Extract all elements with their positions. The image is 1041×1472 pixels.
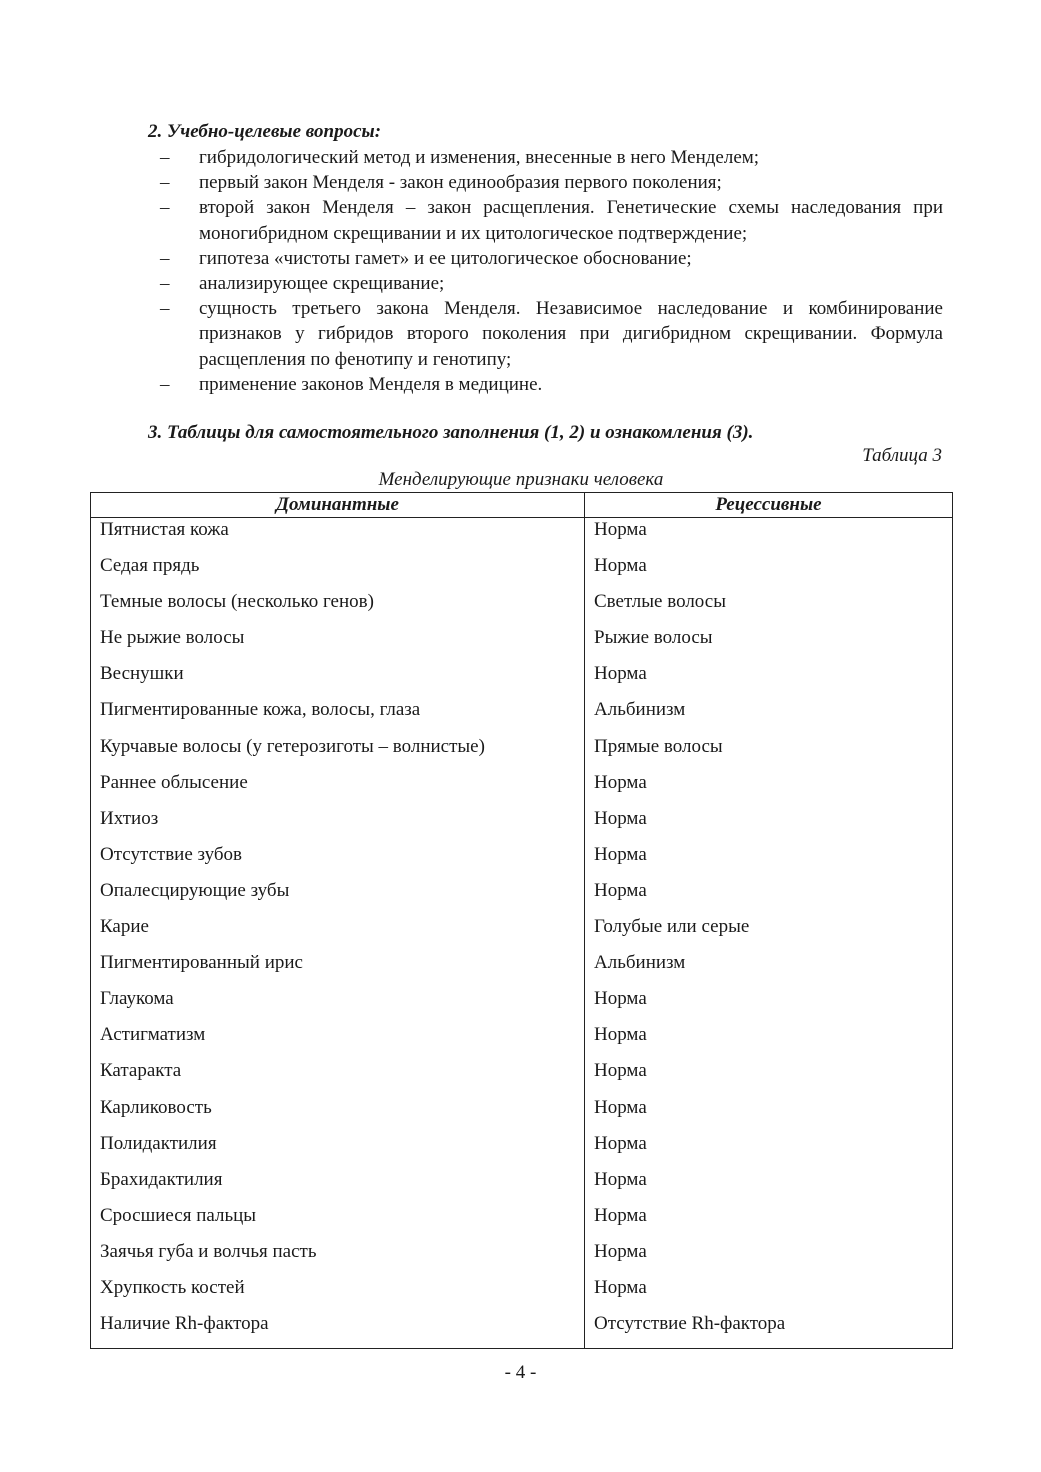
table-row (91, 662, 953, 698)
page-number: - 4 - (504, 1362, 537, 1383)
recessive-cell: Прямые волосы (585, 735, 953, 771)
dominant-cell: Заячья губа и волчья пасть (91, 1240, 585, 1276)
table-row (91, 1312, 953, 1349)
recessive-cell: Норма (585, 554, 953, 590)
dominant-cell: Катаракта (91, 1059, 585, 1095)
recessive-cell: Норма (585, 987, 953, 1023)
table-row (91, 518, 953, 555)
list-bullet: – (160, 197, 170, 219)
dominant-cell: Карие (91, 915, 585, 951)
table-row (91, 807, 953, 843)
table-body (91, 518, 953, 1349)
recessive-cell: Норма (585, 1276, 953, 1312)
mendelian-traits-table (90, 492, 953, 1349)
list-item (160, 372, 943, 397)
dominant-cell: Веснушки (91, 662, 585, 698)
table-row (91, 951, 953, 987)
table-row (91, 1023, 953, 1059)
recessive-cell: Рыжие волосы (585, 626, 953, 662)
table-row (91, 843, 953, 879)
dominant-cell: Пятнистая кожа (91, 518, 585, 555)
table-row (91, 1132, 953, 1168)
dominant-cell: Глаукома (91, 987, 585, 1023)
list-bullet: – (160, 147, 170, 168)
table-row (91, 1240, 953, 1276)
recessive-cell: Норма (585, 1240, 953, 1276)
list-item (160, 246, 943, 271)
recessive-cell: Норма (585, 1132, 953, 1168)
recessive-cell: Норма (585, 1059, 953, 1095)
recessive-cell: Норма (585, 1023, 953, 1059)
dominant-cell: Брахидактилия (91, 1168, 585, 1204)
table-row (91, 1168, 953, 1204)
list-item (160, 170, 943, 195)
table-caption: Менделирующие признаки человека (378, 469, 664, 490)
recessive-cell: Альбинизм (585, 698, 953, 734)
list-bullet: – (160, 172, 170, 194)
recessive-header: Рецессивные (585, 493, 953, 518)
dominant-cell: Наличие Rh-фактора (91, 1312, 585, 1349)
table-row (91, 1096, 953, 1132)
recessive-cell: Норма (585, 518, 953, 555)
dominant-cell: Раннее облысение (91, 771, 585, 807)
table-row (91, 1059, 953, 1095)
list-item-text: анализирующее скрещивание; (199, 273, 445, 295)
section-3-title: 3. Таблицы для самостоятельного заполнения (1, 2) и ознакомления (3). (148, 422, 754, 443)
dominant-cell: Отсутствие зубов (91, 843, 585, 879)
list-bullet: – (160, 247, 170, 269)
list-item (160, 296, 943, 372)
list-item-text: сущность третьего закона Менделя. Независимое наследование и комбинирование признаков у гибридов второго поколения при дигибридном скрещивании. Формула расщепления по фенотипу и генотипу; (199, 298, 943, 370)
recessive-cell: Светлые волосы (585, 590, 953, 626)
recessive-cell: Норма (585, 662, 953, 698)
table-row (91, 771, 953, 807)
recessive-cell: Голубые или серые (585, 915, 953, 951)
recessive-cell: Норма (585, 771, 953, 807)
dominant-cell: Ихтиоз (91, 807, 585, 843)
recessive-cell: Норма (585, 1204, 953, 1240)
list-item (160, 271, 943, 296)
dominant-cell: Полидактилия (91, 1132, 585, 1168)
table-row (91, 698, 953, 734)
dominant-cell: Сросшиеся пальцы (91, 1204, 585, 1240)
table-row (91, 735, 953, 771)
dominant-cell: Хрупкость костей (91, 1276, 585, 1312)
recessive-cell: Норма (585, 843, 953, 879)
table-row (91, 879, 953, 915)
table-row (91, 554, 953, 590)
list-item (160, 195, 943, 245)
list-item-text: гибридологический метод и изменения, внесенные в него Менделем; (199, 147, 760, 168)
dominant-cell: Седая прядь (91, 554, 585, 590)
recessive-cell: Отсутствие Rh-фактора (585, 1312, 953, 1349)
list-item-text: второй закон Менделя – закон расщепления. Генетические схемы наследования при моногибридном скрещивании и их цитологическое подтверждение; (199, 197, 943, 244)
recessive-cell: Норма (585, 1096, 953, 1132)
dominant-cell: Темные волосы (несколько генов) (91, 590, 585, 626)
section-2-title: 2. Учебно-целевые вопросы: (148, 121, 382, 142)
list-bullet: – (160, 273, 170, 295)
table-row (91, 1276, 953, 1312)
dominant-header: Доминантные (91, 493, 585, 518)
dominant-cell: Астигматизм (91, 1023, 585, 1059)
list-item-text: первый закон Менделя - закон единообразия первого поколения; (199, 172, 722, 194)
table-number: Таблица 3 (862, 445, 942, 466)
table-row (91, 1204, 953, 1240)
dominant-cell: Опалесцирующие зубы (91, 879, 585, 915)
dominant-cell: Пигментированный ирис (91, 951, 585, 987)
table-header-row (91, 493, 953, 518)
table-row (91, 590, 953, 626)
recessive-cell: Альбинизм (585, 951, 953, 987)
dominant-cell: Карликовость (91, 1096, 585, 1132)
recessive-cell: Норма (585, 879, 953, 915)
list-item (160, 145, 943, 170)
table-row (91, 915, 953, 951)
list-bullet: – (160, 373, 170, 395)
recessive-cell: Норма (585, 807, 953, 843)
list-item-text: гипотеза «чистоты гамет» и ее цитологическое обоснование; (199, 247, 692, 269)
table-row (91, 987, 953, 1023)
dominant-cell: Пигментированные кожа, волосы, глаза (91, 698, 585, 734)
recessive-cell: Норма (585, 1168, 953, 1204)
list-bullet: – (160, 298, 170, 320)
dominant-cell: Курчавые волосы (у гетерозиготы – волнистые) (91, 735, 585, 771)
list-item-text: применение законов Менделя в медицине. (199, 373, 543, 395)
table-row (91, 626, 953, 662)
dominant-cell: Не рыжие волосы (91, 626, 585, 662)
study-questions-list (160, 145, 943, 397)
